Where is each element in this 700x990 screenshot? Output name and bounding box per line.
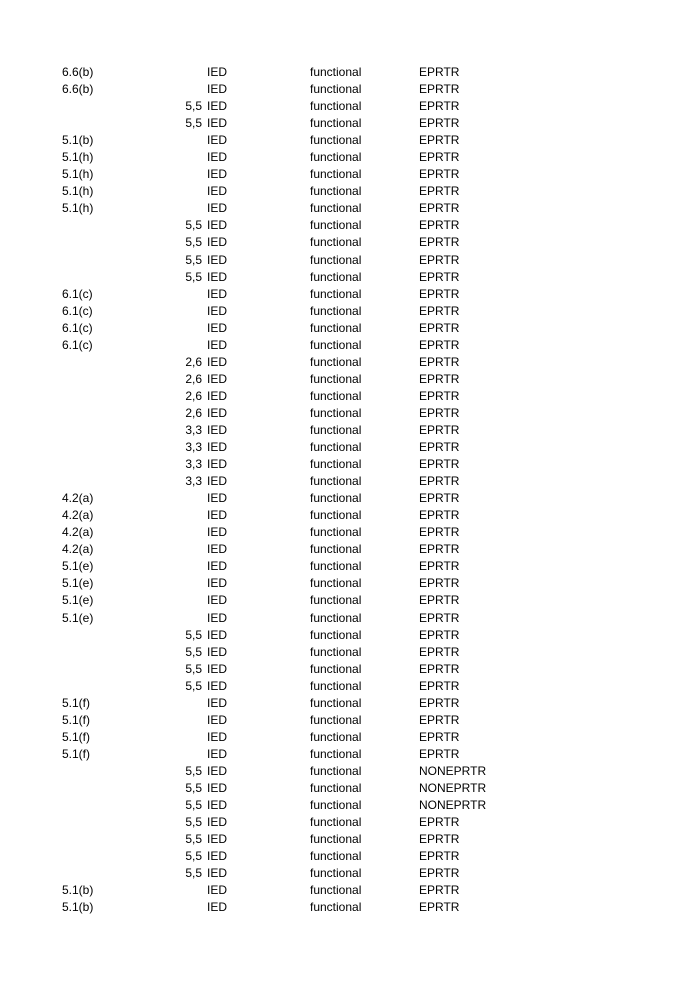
cell-number: 5,5 xyxy=(185,627,202,642)
cell-type: functional xyxy=(310,474,362,489)
cell-number: 5,5 xyxy=(185,780,202,795)
cell-number: 2,6 xyxy=(185,354,202,369)
cell-source: IED xyxy=(207,133,228,148)
cell-number: 5,5 xyxy=(185,763,202,778)
cell-source: IED xyxy=(207,354,228,369)
table-row xyxy=(0,507,700,524)
cell-type: functional xyxy=(310,201,362,216)
cell-register: EPRTR xyxy=(419,269,460,284)
table-row xyxy=(0,558,700,575)
cell-register: NONEPRTR xyxy=(419,763,487,778)
cell-reference: 4.2(a) xyxy=(62,491,94,506)
cell-source: IED xyxy=(207,678,228,693)
cell-register: EPRTR xyxy=(419,320,460,335)
table-row xyxy=(0,592,700,609)
cell-type: functional xyxy=(310,900,362,915)
cell-type: functional xyxy=(310,388,362,403)
cell-reference: 5.1(f) xyxy=(62,712,91,727)
cell-number: 5,5 xyxy=(185,644,202,659)
table-row xyxy=(0,627,700,644)
cell-source: IED xyxy=(207,900,228,915)
table-row xyxy=(0,473,700,490)
cell-register: EPRTR xyxy=(419,491,460,506)
table-row xyxy=(0,746,700,763)
cell-register: NONEPRTR xyxy=(419,780,487,795)
cell-register: EPRTR xyxy=(419,167,460,182)
cell-type: functional xyxy=(310,559,362,574)
cell-source: IED xyxy=(207,849,228,864)
cell-source: IED xyxy=(207,542,228,557)
cell-register: EPRTR xyxy=(419,218,460,233)
cell-register: EPRTR xyxy=(419,235,460,250)
cell-type: functional xyxy=(310,610,362,625)
cell-reference: 5.1(f) xyxy=(62,746,91,761)
table-row xyxy=(0,405,700,422)
table-row xyxy=(0,678,700,695)
cell-source: IED xyxy=(207,201,228,216)
cell-source: IED xyxy=(207,388,228,403)
table-row xyxy=(0,337,700,354)
table-row xyxy=(0,456,700,473)
cell-reference: 6.6(b) xyxy=(62,65,94,79)
cell-register: EPRTR xyxy=(419,695,460,710)
cell-source: IED xyxy=(207,99,228,114)
cell-register: EPRTR xyxy=(419,252,460,267)
cell-source: IED xyxy=(207,405,228,420)
cell-type: functional xyxy=(310,82,362,97)
cell-type: functional xyxy=(310,491,362,506)
cell-source: IED xyxy=(207,763,228,778)
cell-type: functional xyxy=(310,542,362,557)
cell-register: EPRTR xyxy=(419,133,460,148)
cell-register: EPRTR xyxy=(419,866,460,881)
cell-number: 5,5 xyxy=(185,116,202,131)
table-row xyxy=(0,439,700,456)
cell-source: IED xyxy=(207,457,228,472)
cell-type: functional xyxy=(310,65,362,79)
cell-source: IED xyxy=(207,286,228,301)
cell-reference: 5.1(b) xyxy=(62,883,94,898)
cell-register: EPRTR xyxy=(419,474,460,489)
cell-reference: 5.1(f) xyxy=(62,695,91,710)
table-row xyxy=(0,183,700,200)
table-row xyxy=(0,269,700,286)
cell-type: functional xyxy=(310,746,362,761)
cell-source: IED xyxy=(207,627,228,642)
cell-source: IED xyxy=(207,371,228,386)
table-row xyxy=(0,780,700,797)
cell-reference: 5.1(e) xyxy=(62,559,94,574)
cell-source: IED xyxy=(207,644,228,659)
cell-register: EPRTR xyxy=(419,542,460,557)
cell-reference: 5.1(b) xyxy=(62,133,94,148)
table-row xyxy=(0,899,700,916)
cell-source: IED xyxy=(207,832,228,847)
cell-type: functional xyxy=(310,133,362,148)
table-row xyxy=(0,524,700,541)
cell-register: EPRTR xyxy=(419,815,460,830)
cell-register: EPRTR xyxy=(419,116,460,131)
cell-type: functional xyxy=(310,218,362,233)
cell-number: 5,5 xyxy=(185,849,202,864)
cell-type: functional xyxy=(310,167,362,182)
table-row xyxy=(0,252,700,269)
cell-register: EPRTR xyxy=(419,371,460,386)
cell-source: IED xyxy=(207,269,228,284)
cell-register: EPRTR xyxy=(419,525,460,540)
cell-register: EPRTR xyxy=(419,286,460,301)
cell-number: 2,6 xyxy=(185,371,202,386)
cell-register: EPRTR xyxy=(419,422,460,437)
table-row xyxy=(0,98,700,115)
cell-type: functional xyxy=(310,354,362,369)
table-row xyxy=(0,865,700,882)
table-row xyxy=(0,217,700,234)
cell-number: 5,5 xyxy=(185,798,202,813)
cell-number: 3,3 xyxy=(185,440,202,455)
cell-source: IED xyxy=(207,491,228,506)
cell-type: functional xyxy=(310,644,362,659)
table-row xyxy=(0,81,700,98)
table-row xyxy=(0,814,700,831)
table-row xyxy=(0,712,700,729)
cell-register: EPRTR xyxy=(419,440,460,455)
cell-source: IED xyxy=(207,729,228,744)
cell-source: IED xyxy=(207,167,228,182)
cell-type: functional xyxy=(310,184,362,199)
cell-register: EPRTR xyxy=(419,832,460,847)
table-row xyxy=(0,541,700,558)
table-row xyxy=(0,644,700,661)
cell-reference: 5.1(f) xyxy=(62,729,91,744)
cell-register: EPRTR xyxy=(419,678,460,693)
table-row xyxy=(0,575,700,592)
cell-number: 5,5 xyxy=(185,832,202,847)
table-row xyxy=(0,388,700,405)
table-row xyxy=(0,371,700,388)
cell-source: IED xyxy=(207,525,228,540)
cell-type: functional xyxy=(310,116,362,131)
cell-source: IED xyxy=(207,508,228,523)
cell-type: functional xyxy=(310,440,362,455)
cell-number: 2,6 xyxy=(185,405,202,420)
cell-type: functional xyxy=(310,525,362,540)
cell-number: 3,3 xyxy=(185,457,202,472)
table-row xyxy=(0,64,700,81)
cell-source: IED xyxy=(207,184,228,199)
table-row xyxy=(0,661,700,678)
cell-number: 5,5 xyxy=(185,235,202,250)
cell-register: EPRTR xyxy=(419,303,460,318)
cell-source: IED xyxy=(207,320,228,335)
table-row xyxy=(0,422,700,439)
cell-source: IED xyxy=(207,82,228,97)
cell-source: IED xyxy=(207,661,228,676)
cell-source: IED xyxy=(207,559,228,574)
table-row xyxy=(0,234,700,251)
cell-register: EPRTR xyxy=(419,150,460,165)
cell-type: functional xyxy=(310,849,362,864)
cell-register: EPRTR xyxy=(419,610,460,625)
cell-type: functional xyxy=(310,269,362,284)
cell-register: EPRTR xyxy=(419,457,460,472)
cell-source: IED xyxy=(207,422,228,437)
cell-register: EPRTR xyxy=(419,388,460,403)
cell-reference: 4.2(a) xyxy=(62,542,94,557)
cell-register: EPRTR xyxy=(419,337,460,352)
cell-number: 5,5 xyxy=(185,815,202,830)
cell-source: IED xyxy=(207,576,228,591)
cell-type: functional xyxy=(310,627,362,642)
cell-reference: 5.1(h) xyxy=(62,201,94,216)
table-row xyxy=(0,286,700,303)
table-row xyxy=(0,797,700,814)
cell-reference: 5.1(e) xyxy=(62,576,94,591)
cell-source: IED xyxy=(207,815,228,830)
table-row xyxy=(0,831,700,848)
cell-register: EPRTR xyxy=(419,661,460,676)
cell-source: IED xyxy=(207,440,228,455)
table-row xyxy=(0,132,700,149)
cell-source: IED xyxy=(207,65,228,79)
cell-source: IED xyxy=(207,252,228,267)
cell-type: functional xyxy=(310,286,362,301)
table-row xyxy=(0,354,700,371)
cell-type: functional xyxy=(310,661,362,676)
cell-number: 5,5 xyxy=(185,661,202,676)
cell-reference: 5.1(e) xyxy=(62,593,94,608)
table-row xyxy=(0,149,700,166)
table-row xyxy=(0,200,700,217)
cell-source: IED xyxy=(207,116,228,131)
cell-type: functional xyxy=(310,729,362,744)
cell-type: functional xyxy=(310,780,362,795)
cell-register: EPRTR xyxy=(419,576,460,591)
cell-type: functional xyxy=(310,763,362,778)
table-row xyxy=(0,882,700,899)
cell-reference: 5.1(h) xyxy=(62,167,94,182)
cell-source: IED xyxy=(207,610,228,625)
cell-source: IED xyxy=(207,866,228,881)
cell-reference: 5.1(h) xyxy=(62,184,94,199)
cell-number: 5,5 xyxy=(185,218,202,233)
cell-reference: 4.2(a) xyxy=(62,525,94,540)
cell-source: IED xyxy=(207,593,228,608)
cell-type: functional xyxy=(310,678,362,693)
table-row xyxy=(0,115,700,132)
cell-reference: 6.1(c) xyxy=(62,303,93,318)
cell-type: functional xyxy=(310,866,362,881)
table-row xyxy=(0,166,700,183)
cell-source: IED xyxy=(207,150,228,165)
cell-number: 2,6 xyxy=(185,388,202,403)
cell-type: functional xyxy=(310,303,362,318)
cell-source: IED xyxy=(207,798,228,813)
cell-number: 3,3 xyxy=(185,422,202,437)
table-row xyxy=(0,490,700,507)
cell-reference: 6.1(c) xyxy=(62,337,93,352)
spreadsheet-table xyxy=(0,64,700,916)
table-row xyxy=(0,303,700,320)
cell-number: 5,5 xyxy=(185,252,202,267)
cell-register: EPRTR xyxy=(419,849,460,864)
cell-type: functional xyxy=(310,457,362,472)
cell-register: EPRTR xyxy=(419,644,460,659)
cell-register: EPRTR xyxy=(419,593,460,608)
cell-source: IED xyxy=(207,474,228,489)
cell-type: functional xyxy=(310,712,362,727)
cell-type: functional xyxy=(310,832,362,847)
cell-source: IED xyxy=(207,712,228,727)
cell-type: functional xyxy=(310,320,362,335)
cell-reference: 6.1(c) xyxy=(62,320,93,335)
cell-register: EPRTR xyxy=(419,405,460,420)
cell-source: IED xyxy=(207,337,228,352)
cell-register: EPRTR xyxy=(419,354,460,369)
table-row xyxy=(0,695,700,712)
cell-type: functional xyxy=(310,235,362,250)
cell-type: functional xyxy=(310,695,362,710)
cell-type: functional xyxy=(310,150,362,165)
cell-type: functional xyxy=(310,422,362,437)
cell-register: EPRTR xyxy=(419,99,460,114)
cell-reference: 5.1(b) xyxy=(62,900,94,915)
cell-number: 5,5 xyxy=(185,269,202,284)
cell-source: IED xyxy=(207,218,228,233)
cell-register: EPRTR xyxy=(419,184,460,199)
cell-reference: 6.1(c) xyxy=(62,286,93,301)
cell-source: IED xyxy=(207,883,228,898)
cell-register: EPRTR xyxy=(419,627,460,642)
cell-register: EPRTR xyxy=(419,729,460,744)
table-row xyxy=(0,320,700,337)
cell-type: functional xyxy=(310,815,362,830)
table-row xyxy=(0,729,700,746)
table-row xyxy=(0,848,700,865)
cell-reference: 5.1(h) xyxy=(62,150,94,165)
cell-source: IED xyxy=(207,303,228,318)
cell-register: EPRTR xyxy=(419,883,460,898)
cell-number: 5,5 xyxy=(185,99,202,114)
cell-type: functional xyxy=(310,405,362,420)
cell-type: functional xyxy=(310,252,362,267)
table-row xyxy=(0,610,700,627)
cell-type: functional xyxy=(310,798,362,813)
cell-register: NONEPRTR xyxy=(419,798,487,813)
cell-register: EPRTR xyxy=(419,746,460,761)
cell-type: functional xyxy=(310,371,362,386)
cell-type: functional xyxy=(310,593,362,608)
cell-register: EPRTR xyxy=(419,712,460,727)
cell-number: 5,5 xyxy=(185,866,202,881)
cell-reference: 4.2(a) xyxy=(62,508,94,523)
cell-type: functional xyxy=(310,99,362,114)
cell-type: functional xyxy=(310,337,362,352)
cell-source: IED xyxy=(207,235,228,250)
cell-type: functional xyxy=(310,883,362,898)
cell-register: EPRTR xyxy=(419,508,460,523)
cell-type: functional xyxy=(310,508,362,523)
cell-reference: 6.6(b) xyxy=(62,82,94,97)
cell-source: IED xyxy=(207,695,228,710)
cell-number: 3,3 xyxy=(185,474,202,489)
cell-reference: 5.1(e) xyxy=(62,610,94,625)
cell-register: EPRTR xyxy=(419,65,460,79)
cell-number: 5,5 xyxy=(185,678,202,693)
cell-register: EPRTR xyxy=(419,900,460,915)
table-row xyxy=(0,763,700,780)
cell-type: functional xyxy=(310,576,362,591)
cell-source: IED xyxy=(207,780,228,795)
cell-source: IED xyxy=(207,746,228,761)
cell-register: EPRTR xyxy=(419,559,460,574)
cell-register: EPRTR xyxy=(419,82,460,97)
cell-register: EPRTR xyxy=(419,201,460,216)
